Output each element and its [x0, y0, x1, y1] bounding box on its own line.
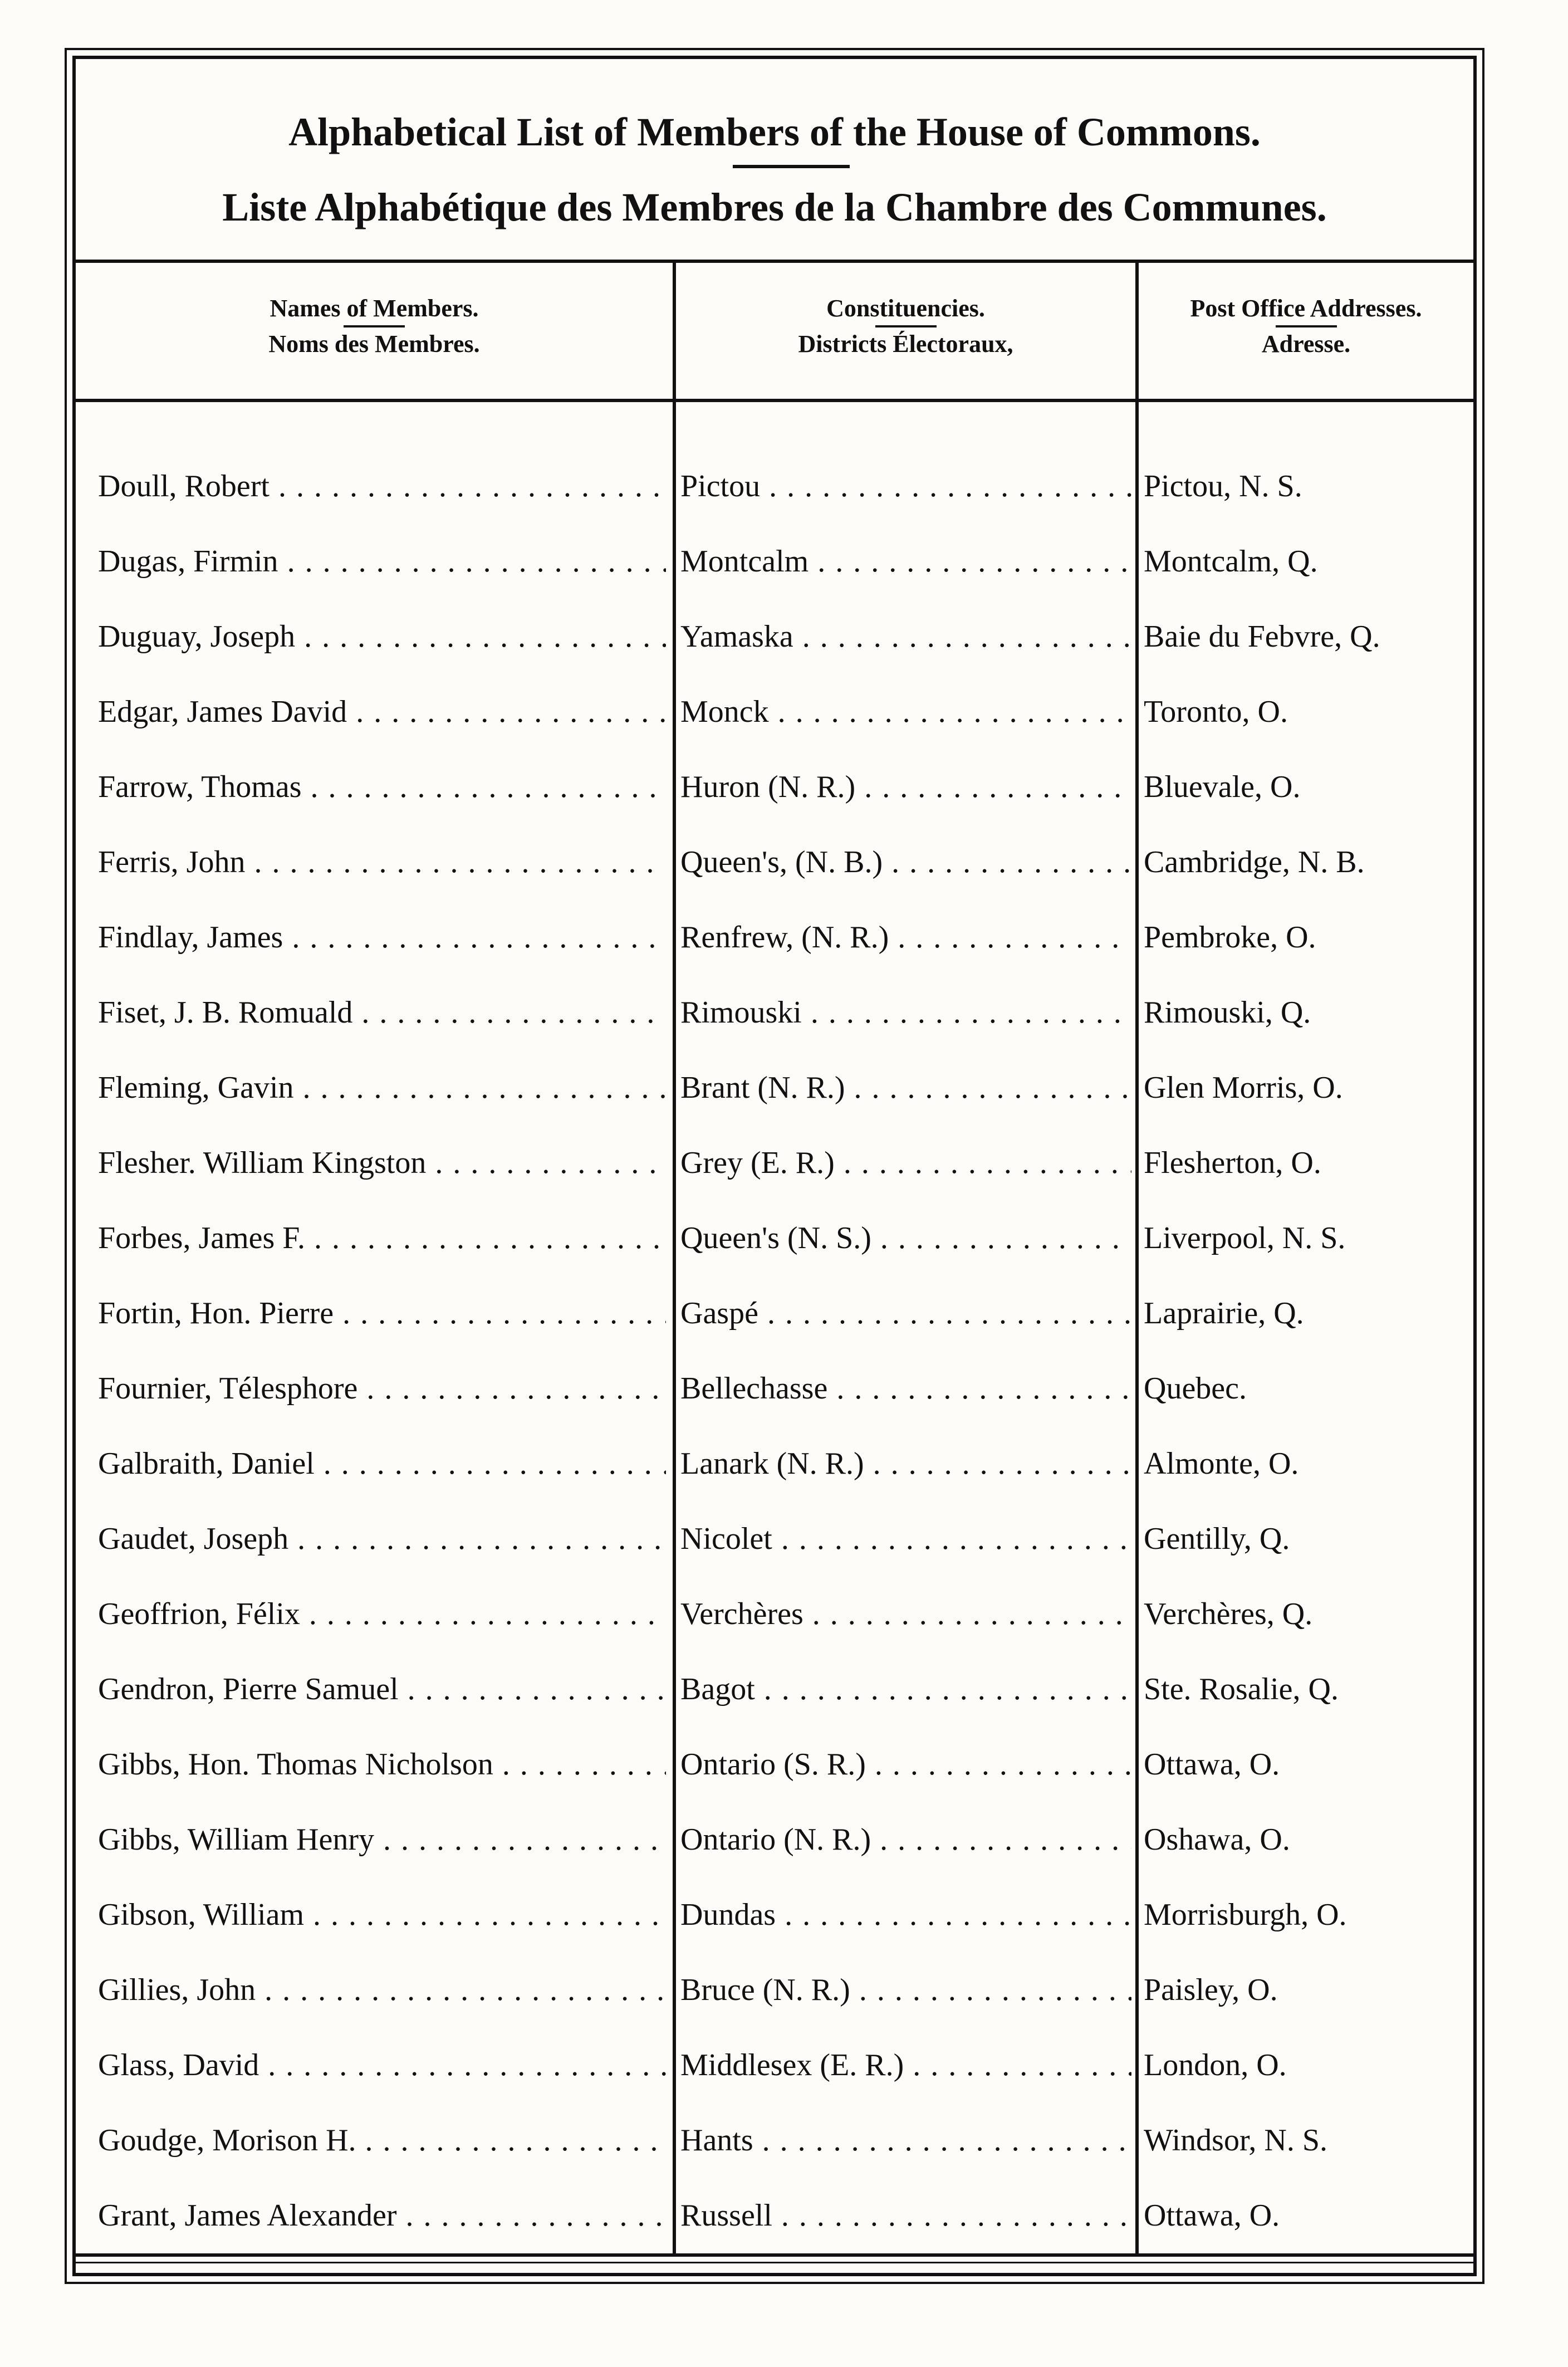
header-const-en: Constituencies. — [826, 295, 985, 322]
member-name: Doull, Robert . . . — [98, 449, 666, 524]
constituency: Bruce (N. R.) . . . — [680, 1953, 1131, 2028]
header-divider — [344, 325, 405, 327]
member-name: Fiset, J. B. Romuald . . . — [98, 975, 666, 1050]
table-row — [76, 825, 1473, 900]
post-office-address: Cambridge, N. B. — [1144, 845, 1365, 879]
table-row — [76, 1351, 1473, 1426]
table-row — [76, 1276, 1473, 1351]
table-frame — [72, 56, 1477, 2276]
constituency: Brant (N. R.) . . . — [680, 1050, 1131, 1126]
constituency: Verchères . . . — [680, 1577, 1131, 1652]
constituency: Nicolet . . . — [680, 1502, 1131, 1577]
table-row — [76, 524, 1473, 599]
member-name: Duguay, Joseph . . . — [98, 599, 666, 674]
table-row — [76, 449, 1473, 524]
member-name: Ferris, John . . . — [98, 825, 666, 900]
table-row — [76, 975, 1473, 1050]
member-name: Fournier, Télesphore . . . — [98, 1351, 666, 1426]
member-name: Geoffrion, Félix . . . — [98, 1577, 666, 1652]
table-row — [76, 1727, 1473, 1802]
constituency: Pictou . . . — [680, 449, 1131, 524]
member-name: Edgar, James David . . . — [98, 674, 666, 750]
post-office-address: Montcalm, Q. — [1144, 544, 1318, 579]
constituency: Dundas . . . — [680, 1877, 1131, 1953]
post-office-address: Gentilly, Q. — [1144, 1522, 1290, 1556]
post-office-address: Toronto, O. — [1144, 695, 1288, 729]
post-office-address: London, O. — [1144, 2048, 1287, 2082]
post-office-address: Bluevale, O. — [1144, 770, 1301, 804]
post-office-address: Pictou, N. S. — [1144, 469, 1302, 503]
member-name: Grant, James Alexander . . . — [98, 2178, 666, 2253]
post-office-address: Oshawa, O. — [1144, 1822, 1290, 1857]
post-office-address: Glen Morris, O. — [1144, 1070, 1343, 1105]
member-name: Gibson, William . . . — [98, 1877, 666, 1953]
post-office-address: Rimouski, Q. — [1144, 995, 1311, 1030]
post-office-address: Windsor, N. S. — [1144, 2123, 1327, 2158]
constituency: Monck . . . — [680, 674, 1131, 750]
constituency: Bagot . . . — [680, 1652, 1131, 1727]
post-office-address: Quebec. — [1144, 1371, 1247, 1406]
header-top-rule — [76, 260, 1473, 263]
column-header-addresses — [1139, 282, 1473, 371]
title-divider — [733, 165, 850, 168]
member-list — [76, 449, 1473, 2253]
table-row — [76, 1652, 1473, 1727]
table-row — [76, 1050, 1473, 1126]
member-name: Gillies, John . . . — [98, 1953, 666, 2028]
table-row — [76, 900, 1473, 975]
table-row — [76, 1577, 1473, 1652]
table-row — [76, 1201, 1473, 1276]
header-addr-en: Post Office Addresses. — [1190, 295, 1422, 322]
header-names-fr: Noms des Membres. — [268, 330, 480, 358]
table-row — [76, 599, 1473, 674]
table-row — [76, 1802, 1473, 1877]
table-row — [76, 1877, 1473, 1953]
post-office-address: Baie du Febvre, Q. — [1144, 619, 1380, 654]
constituency: Bellechasse . . . — [680, 1351, 1131, 1426]
table-row — [76, 2178, 1473, 2253]
post-office-address: Laprairie, Q. — [1144, 1296, 1304, 1331]
header-addr-fr: Adresse. — [1261, 330, 1351, 358]
table-row — [76, 750, 1473, 825]
member-name: Gaudet, Joseph . . . — [98, 1502, 666, 1577]
member-name: Dugas, Firmin . . . — [98, 524, 666, 599]
constituency: Russell . . . — [680, 2178, 1131, 2253]
constituency: Rimouski . . . — [680, 975, 1131, 1050]
table-row — [76, 1953, 1473, 2028]
member-name: Galbraith, Daniel . . . — [98, 1426, 666, 1502]
table-row — [76, 2028, 1473, 2103]
post-office-address: Pembroke, O. — [1144, 920, 1316, 955]
post-office-address: Paisley, O. — [1144, 1973, 1278, 2007]
table-row — [76, 1426, 1473, 1502]
constituency: Yamaska . . . — [680, 599, 1131, 674]
column-header-constituencies — [676, 282, 1135, 371]
table-row — [76, 2103, 1473, 2178]
member-name: Flesher. William Kingston . . . — [98, 1126, 666, 1201]
table-bottom-rule — [76, 2253, 1473, 2257]
header-const-fr: Districts Électoraux, — [798, 330, 1013, 358]
post-office-address: Almonte, O. — [1144, 1446, 1299, 1481]
table-row — [76, 674, 1473, 750]
post-office-address: Liverpool, N. S. — [1144, 1221, 1346, 1255]
header-divider — [1276, 325, 1337, 327]
table-row — [76, 1502, 1473, 1577]
post-office-address: Ottawa, O. — [1144, 1747, 1280, 1782]
constituency: Queen's (N. S.) . . . — [680, 1201, 1131, 1276]
constituency: Grey (E. R.) . . . — [680, 1126, 1131, 1201]
member-name: Findlay, James . . . — [98, 900, 666, 975]
constituency: Middlesex (E. R.) . . . — [680, 2028, 1131, 2103]
member-name: Forbes, James F. . . . — [98, 1201, 666, 1276]
post-office-address: Verchères, Q. — [1144, 1597, 1313, 1631]
constituency: Gaspé . . . — [680, 1276, 1131, 1351]
header-divider — [875, 325, 937, 327]
constituency: Montcalm . . . — [680, 524, 1131, 599]
member-name: Fleming, Gavin . . . — [98, 1050, 666, 1126]
constituency: Huron (N. R.) . . . — [680, 750, 1131, 825]
header-names-en: Names of Members. — [270, 295, 479, 322]
header-bottom-rule — [76, 399, 1473, 402]
constituency: Lanark (N. R.) . . . — [680, 1426, 1131, 1502]
title-english: Alphabetical List of Members of the House of Commons. — [288, 110, 1261, 154]
post-office-address: Morrisburgh, O. — [1144, 1897, 1347, 1932]
member-name: Fortin, Hon. Pierre . . . — [98, 1276, 666, 1351]
constituency: Renfrew, (N. R.) . . . — [680, 900, 1131, 975]
constituency: Queen's, (N. B.) . . . — [680, 825, 1131, 900]
table-row — [76, 1126, 1473, 1201]
constituency: Ontario (S. R.) . . . — [680, 1727, 1131, 1802]
member-name: Goudge, Morison H. . . . — [98, 2103, 666, 2178]
post-office-address: Ste. Rosalie, Q. — [1144, 1672, 1339, 1706]
constituency: Hants . . . — [680, 2103, 1131, 2178]
post-office-address: Ottawa, O. — [1144, 2198, 1280, 2233]
member-name: Gendron, Pierre Samuel . . . — [98, 1652, 666, 1727]
post-office-address: Flesherton, O. — [1144, 1146, 1321, 1180]
column-header-names — [76, 282, 673, 371]
member-name: Gibbs, William Henry . . . — [98, 1802, 666, 1877]
member-name: Gibbs, Hon. Thomas Nicholson . . . — [98, 1727, 666, 1802]
table-bottom-rule-thin — [76, 2262, 1473, 2263]
title-french: Liste Alphabétique des Membres de la Chambre des Communes. — [222, 185, 1327, 229]
constituency: Ontario (N. R.) . . . — [680, 1802, 1131, 1877]
member-name: Farrow, Thomas . . . — [98, 750, 666, 825]
member-name: Glass, David . . . — [98, 2028, 666, 2103]
